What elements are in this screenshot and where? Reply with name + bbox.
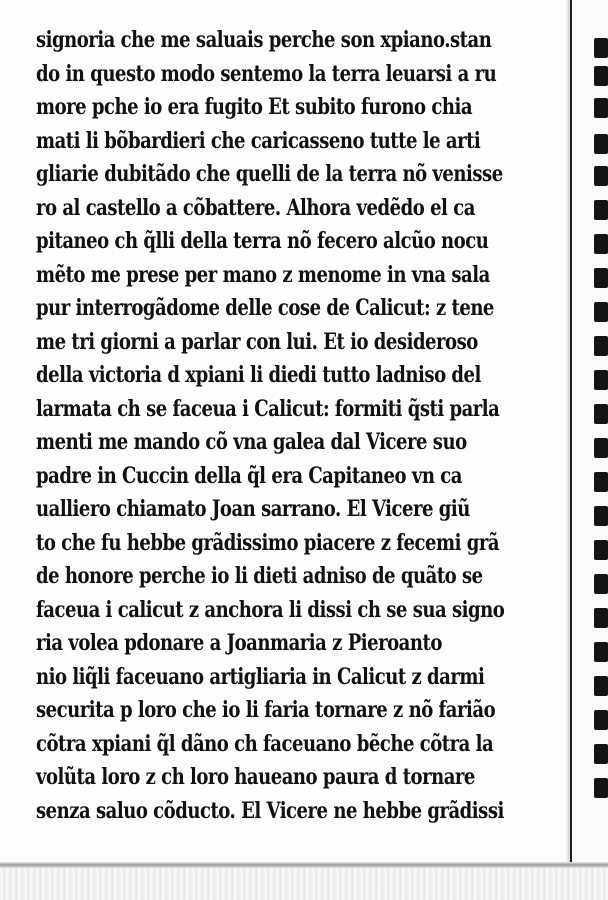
adjacent-text-fragment xyxy=(594,134,608,154)
adjacent-text-fragment xyxy=(594,98,608,118)
text-line: larmata ch se faceua i Calicut: formiti q̃sti parla xyxy=(36,395,500,422)
adjacent-text-fragment xyxy=(594,234,608,254)
adjacent-text-fragment xyxy=(594,676,608,696)
adjacent-text-fragment xyxy=(594,438,608,458)
adjacent-text-fragment xyxy=(594,166,608,186)
text-line: nio liq̃li faceuano artigliaria in Calicut z darmi xyxy=(36,663,485,690)
adjacent-text-fragment xyxy=(594,540,608,560)
text-line: mẽto me prese per mano z menome in vna sala xyxy=(36,261,490,288)
text-line: cõtra xpiani q̃l dãno ch faceuano bẽche cõtra la xyxy=(36,730,494,757)
adjacent-text-fragment xyxy=(594,404,608,424)
text-line: mati li bõbardieri che caricasseno tutte le arti xyxy=(36,127,481,154)
adjacent-text-fragment xyxy=(594,744,608,764)
adjacent-page-edge xyxy=(572,0,608,900)
page-text-block xyxy=(36,24,536,828)
adjacent-text-fragment xyxy=(594,506,608,526)
adjacent-text-fragment xyxy=(594,370,608,390)
text-line: pitaneo ch q̃lli della terra nõ fecero alcũo nocu xyxy=(36,228,489,254)
text-line: signoria che me saluais perche son xpiano.stan xyxy=(36,27,492,53)
adjacent-text-fragment xyxy=(594,778,608,798)
text-line: ualliero chiamato Joan sarrano. El Vicere giũ xyxy=(36,496,470,522)
text-line: gliarie dubitãdo che quelli de la terra nõ venisse xyxy=(36,161,503,187)
adjacent-text-fragment xyxy=(594,642,608,662)
adjacent-text-fragment xyxy=(594,200,608,220)
text-line: padre in Cuccin della q̃l era Capitaneo vn ca xyxy=(36,462,462,489)
text-line: me tri giorni a parlar con lui. Et io desideroso xyxy=(36,328,478,355)
adjacent-text-fragment xyxy=(594,66,608,86)
text-line: della victoria d xpiani li diedi tutto ladniso del xyxy=(36,362,481,388)
text-line: menti me mando cõ vna galea dal Vicere suo xyxy=(36,429,467,455)
scan-noise-strip xyxy=(0,868,608,900)
adjacent-text-fragment xyxy=(594,302,608,322)
text-line: do in questo modo sentemo la terra leuarsi a ru xyxy=(36,60,497,87)
text-line: more pche io era fugito Et subito furono chia xyxy=(36,94,473,120)
text-line: volũta loro z ch loro haueano paura d tornare xyxy=(36,764,475,790)
text-line: senza saluo cõducto. El Vicere ne hebbe grãdissi xyxy=(36,797,504,824)
adjacent-text-fragment xyxy=(594,608,608,628)
text-line: ro al castello a cõbattere. Alhora vedẽdo el ca xyxy=(36,194,475,221)
text-line: securita p loro che io li faria tornare z nõ farião xyxy=(36,697,496,723)
text-line: pur interrogãdome delle cose de Calicut: z tene xyxy=(36,295,494,321)
text-line: ria volea pdonare a Joanmaria z Pieroanto xyxy=(36,630,442,656)
adjacent-text-fragment xyxy=(594,472,608,492)
text-line: faceua i calicut z anchora li dissi ch se sua signo xyxy=(36,596,505,623)
adjacent-text-fragment xyxy=(594,336,608,356)
adjacent-text-fragment xyxy=(594,38,608,58)
adjacent-text-fragment xyxy=(594,268,608,288)
adjacent-text-fragment xyxy=(594,710,608,730)
text-line: to che fu hebbe grãdissimo piacere z fecemi grã xyxy=(36,529,500,556)
adjacent-text-fragment xyxy=(594,574,608,594)
text-line: de honore perche io li dieti adniso de quãto se xyxy=(36,563,483,589)
